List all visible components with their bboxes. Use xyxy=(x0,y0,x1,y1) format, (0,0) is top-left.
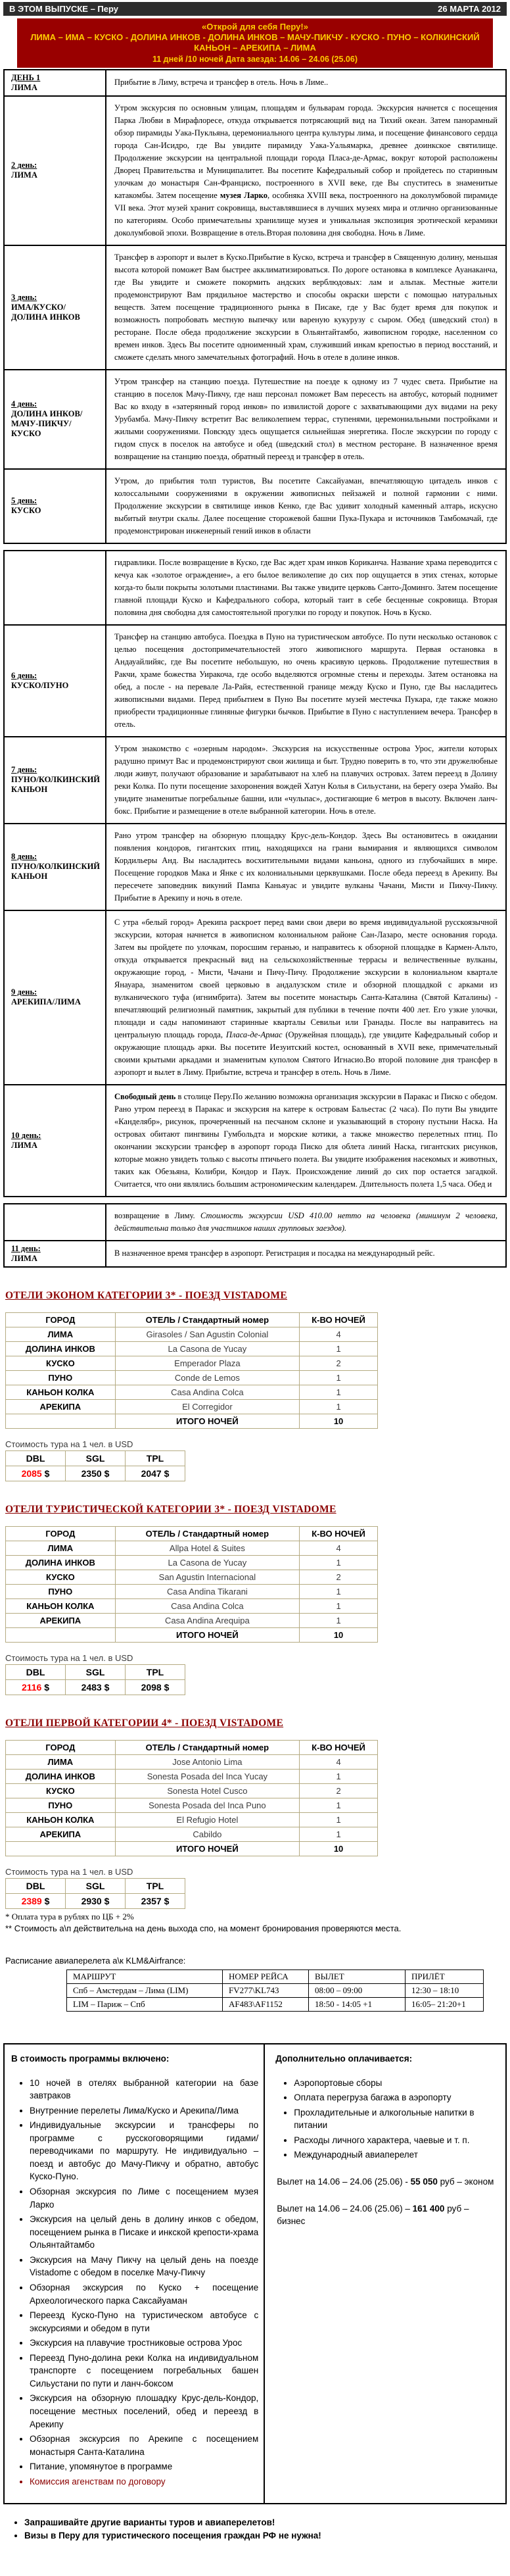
included-heading: В стоимость программы включено: xyxy=(11,2053,170,2064)
table-row xyxy=(6,1541,378,1555)
table-row xyxy=(6,1893,185,1908)
extra-heading: Дополнительно оплачивается: xyxy=(275,2053,413,2064)
day-description xyxy=(106,910,506,1085)
table-header-row xyxy=(6,1312,378,1327)
nights-cell: 2 xyxy=(300,1783,378,1798)
airfare-price: 161 400 xyxy=(412,2203,445,2214)
table-row xyxy=(6,1327,378,1341)
column-nights: К-ВО НОЧЕЙ xyxy=(300,1526,378,1541)
table-row xyxy=(67,1983,484,1997)
day-text: Утром, до прибытия толп туристов, Вы посетите Саксайуаман, впечатляющую цитадель инков с колоссальными сооружениями в окружении живописных пейзажей и полной гармонии с ними. Продолжение экскурсии в святилище инков Кенко, где Вас удивит холодный каменный алтарь, искусно выбитый внутри скалы. Далее посещение сторожевой башни Пука-Пукара и источников Тамбомачай, где продемонстрирован инженерный гений инков в области xyxy=(114,476,498,535)
nights-cell: 1 xyxy=(300,1798,378,1812)
table-row xyxy=(4,1204,506,1241)
hotel-cell: Casa Andina Tikarani xyxy=(115,1584,299,1598)
table-row xyxy=(6,1769,378,1783)
flight-number-cell: FV277\KL743 xyxy=(223,1983,309,1997)
day-number: ДЕНЬ 1 xyxy=(11,72,41,82)
day-place: ЛИМА xyxy=(11,1140,37,1150)
column-dbl: DBL xyxy=(6,1450,66,1466)
hotel-cell: La Casona de Yucay xyxy=(115,1341,299,1356)
list-item: • Переезд Пуно-долина реки Колка на индивидуальном транспорте с посещением погребальных башен Сильустани по пути и ланч-боксом xyxy=(30,2352,258,2390)
price-label: Стоимость тура на 1 чел. в USD xyxy=(5,1439,133,1449)
day-description xyxy=(106,469,506,543)
empty-cell xyxy=(6,1414,116,1428)
day-text: возвращение в Лиму. xyxy=(114,1210,201,1220)
day-label xyxy=(4,70,106,96)
list-item: • Обзорная экскурсия по Куско + посещение Археологического парка Саксайуаман xyxy=(30,2281,258,2307)
day-number: 2 день: xyxy=(11,161,37,170)
list-item: • Обзорная экскурсия по Арекипе с посещением монастыря Санта-Каталина xyxy=(30,2433,258,2458)
table-row xyxy=(6,1570,378,1584)
table-row xyxy=(4,370,506,469)
day-number: 7 день: xyxy=(11,765,37,774)
nights-cell: 4 xyxy=(300,1541,378,1555)
hotel-cell: Sonesta Hotel Cusco xyxy=(115,1783,299,1798)
table-row xyxy=(4,737,506,824)
airfare-text: Вылет на 14.06 – 24.06 (25.06) - xyxy=(277,2176,411,2187)
nights-cell: 1 xyxy=(300,1812,378,1827)
list-item: • Экскурсия на обзорную плошадку Крус-дель-Кондор, посещение местных поселений, обед и переезд в Арекипу xyxy=(30,2392,258,2431)
inclusions-box xyxy=(3,2043,507,2505)
column-dbl: DBL xyxy=(6,1664,66,1679)
day-label xyxy=(4,1085,106,1197)
nights-cell: 1 xyxy=(300,1555,378,1570)
hotels-economy-table xyxy=(5,1312,378,1429)
nights-cell: 2 xyxy=(300,1570,378,1584)
day-label-empty xyxy=(4,1204,106,1241)
day-text: Утром знакомство с «озерным народом». Экскурсия на искусственные острова Урос, жители которых радушно примут Вас и продемонстрируют свои жилища и быт. Трудно поверить в то, что эти дружелюбные люди живут, получают образование и зарабатывают на хлеб на плавучих островах. Затем переезд в Долину реки Колка. По пути посещение захоронения вождей Хатун Колья в Сильустани, на берегу озера Умайо. Вы увидите знаменитые погребальные башни, или «чульпас», достигающие 6 метров в высоту. Включен ланч-бокс. Прибытие и размещение в отеле выбранной категории. Ночь в отеле. xyxy=(114,743,498,816)
day-number: 9 день: xyxy=(11,987,37,997)
flight-number-cell: AF483\AF1152 xyxy=(223,1997,309,2011)
nights-cell: 1 xyxy=(300,1827,378,1841)
day-label xyxy=(4,824,106,910)
city-cell: ДОЛИНА ИНКОВ xyxy=(6,1555,116,1570)
hotels-tourist-heading: ОТЕЛИ ТУРИСТИЧЕСКОЙ КАТЕГОРИИ 3* - ПОЕЗД VISTADOME xyxy=(5,1503,336,1515)
city-cell: ПУНО xyxy=(6,1584,116,1598)
table-header-row xyxy=(6,1878,185,1893)
issue-date: 26 МАРТА 2012 xyxy=(438,4,501,14)
day-label-empty xyxy=(4,551,106,625)
price-table-economy xyxy=(5,1450,185,1481)
day-text-italic: Пласа-де-Армас xyxy=(225,1029,283,1039)
table-header-row xyxy=(67,1969,484,1983)
table-header-row xyxy=(6,1526,378,1541)
day-label xyxy=(4,910,106,1085)
price-dbl-value: 2116 xyxy=(21,1681,42,1693)
day-text: в столице Перу.По желанию возможна организация экскурсии в Паракас и Писко с обедом. Рано утром переезд в Паракас и экскурсия на катере к островам Бальестас (2 часа). По пути Вы увидите «Канделябр», рисунок, прочерченный на песчаном склоне и указывающий в сторону пустыни Наска. На островах обитают пингвины Гумбольдта и морские котики, а также множество перелетных птиц. По окончании экскурсии трансфер в аэропорт города Писко для облета линий Наска, гигантских рисунков, которые можно увидеть только с высоты птичьего полета. Вы увидите изображения насекомых и животных, таких как Обезьяна, Колибри, Кондор и Паук. Происхождение линий до сих пор остается загадкой. Считается, что они являлись большим астрономическим календарем. Длительность полета 1,5 часа. Обед и xyxy=(114,1091,498,1189)
nights-cell: 1 xyxy=(300,1370,378,1385)
city-cell: ЛИМА xyxy=(6,1327,116,1341)
nights-cell: 1 xyxy=(300,1341,378,1356)
price-sgl: 2483 $ xyxy=(66,1679,126,1695)
hotel-cell: Jose Antonio Lima xyxy=(115,1754,299,1769)
flights-table xyxy=(66,1969,484,2012)
day-label xyxy=(4,370,106,469)
price-label: Стоимость тура на 1 чел. в USD xyxy=(5,1866,133,1877)
footer-notes xyxy=(3,2517,507,2540)
list-item: • Экскурсия на целый день в долину инков с обедом, посещением рынка в Писаке и инкской крепости-храма Ольянтайтамбо xyxy=(30,2213,258,2252)
city-cell: ПУНО xyxy=(6,1798,116,1812)
day-text: гидравлики. После возвращение в Куско, где Вас ждет храм инков Кориканча. Название храма переводится с кечуа как «золотое ограждение», а его былое великолепие до сих пор ощущается в этих стенах, которые когда-то были покрыты золотыми пластинами. Вы также увидите церковь Санто-Доминго. Затем посещение главной площади Куско и Кафедрального собора, который таит в себе бесценные сокровища. Вторая половина дня свободна для самостоятельной прогулки по городу и покупок. Ночь в Куско. xyxy=(114,557,498,617)
departure-cell: 08:00 – 09:00 xyxy=(309,1983,406,1997)
hotel-cell: Conde de Lemos xyxy=(115,1370,299,1385)
price-dbl-currency: $ xyxy=(41,1895,50,1906)
commission-item: • Комиссия агенствам по договору xyxy=(30,2475,258,2489)
issue-title: В ЭТОМ ВЫПУСКЕ – Перу xyxy=(9,4,118,14)
column-tpl: TPL xyxy=(126,1450,185,1466)
list-item: • Обзорная экскурсия по Лиме с посещением музея Ларко xyxy=(30,2185,258,2211)
total-nights: 10 xyxy=(300,1841,378,1856)
day-place: ИМА/КУСКО/ДОЛИНА ИНКОВ xyxy=(11,302,80,322)
day-text: В назначенное время трансфер в аэропорт. Регистрация и посадка на международный рейс. xyxy=(114,1249,435,1258)
day-number: 8 день: xyxy=(11,852,37,861)
table-row xyxy=(4,625,506,737)
list-item: • Прохладительные и алкогольные напитки в питании xyxy=(294,2106,499,2132)
total-row xyxy=(6,1414,378,1428)
city-cell: ЛИМА xyxy=(6,1754,116,1769)
table-row xyxy=(6,1385,378,1399)
day-description xyxy=(106,1204,506,1241)
day-description xyxy=(106,370,506,469)
day-number: 5 день: xyxy=(11,496,37,505)
table-row xyxy=(4,824,506,910)
list-item: • Расходы личного характера, чаевые и т. п. xyxy=(294,2134,499,2147)
flights-schedule-label: Расписание авиаперелета а\к KLM&Airfrance: xyxy=(5,1955,186,1966)
footer-note: • Визы в Перу для туристического посещения граждан РФ не нужна! xyxy=(24,2531,507,2540)
price-dbl-value: 2085 xyxy=(21,1468,42,1479)
day-text-bold: Свободный день xyxy=(114,1091,176,1101)
hotel-cell: Allpa Hotel & Suites xyxy=(115,1541,299,1555)
day-text: Трансфер в аэропорт и вылет в Куско.Прибытие в Куско, встреча и трансфер в Священную долину, меньшая высота которой поможет Вам быстрее акклиматизироваться. По дороге остановка в комплексе Ауанаканча, где Вы увидите и сможете покормить андских верблюдовых: лам и альпак. Местные жители продемонстрируют Вам прядильное мастерство и способы окраски шерсти с помощью натуральных веществ. Затем посещение традиционного рынка в Писаке, где у Вас будет время для покупок и возможность попробовать местную выпечку или вареную кукурузу с сыром. Обед (шведский стол) в ресторане. После обеда продолжение экскурсии в Ольянтайтамбо, живописном городке, населенном со времен инков. Здесь Вы посетите одноименный храм, служивший инкам крепостью в период восстаний, и сможете сделать много замечательных фотографий. Ночь в отеле в долине инков. xyxy=(114,252,498,362)
hotels-first-class-table xyxy=(5,1740,378,1856)
day-description xyxy=(106,551,506,625)
business-airfare-line xyxy=(277,2203,499,2228)
table-row xyxy=(6,1370,378,1385)
list-item: • Оплата перегруза багажа в аэропорту xyxy=(294,2091,499,2104)
table-row xyxy=(6,1827,378,1841)
day-place: КУСКО xyxy=(11,506,41,515)
column-sgl: SGL xyxy=(66,1664,126,1679)
day-text: , особняка XVIII века, построенного на доколумбовой пирамиде VII века. Этот музей хранит сокровища, выставлявшиеся в лучших музеях мира и отлично организованные по категориям. Особо примечательны хранилище музея и уникальная экспозиция эротической керамики доколумбовой эпохи. Возвращение в отель.Вторая половина дня свободна. Ночь в Лиме. xyxy=(114,190,498,237)
hotel-cell: Casa Andina Colca xyxy=(115,1385,299,1399)
extra-column xyxy=(265,2044,505,2504)
price-label: Стоимость тура на 1 чел. в USD xyxy=(5,1652,133,1663)
table-header-row xyxy=(6,1664,185,1679)
column-nights: К-ВО НОЧЕЙ xyxy=(300,1312,378,1327)
day-label xyxy=(4,625,106,737)
price-tpl: 2047 $ xyxy=(126,1466,185,1481)
column-city: ГОРОД xyxy=(6,1526,116,1541)
city-cell: АРЕКИПА xyxy=(6,1399,116,1414)
airfare-price: 55 050 xyxy=(410,2176,438,2187)
nights-cell: 1 xyxy=(300,1769,378,1783)
day-text: Утром трансфер на станцию поезда. Путешествие на поезде к одному из 7 чудес света. Прибытие на станцию в поселок Мачу-Пикчу, где наш персонал поможет Вам пересесть на автобус, который поднимет Вас ко входу в «затерянный город инков» по извилистой дороге с захватывающими дух видами на реку Урубамба. Мачу-Пикчу встретит Вас великолепием террас, ступенями, церемониальными постройками и жилыми сооружениями. Повсюду здесь ощущается сильнейшая энергетика. После экскурсии по городу с гидом спуск в поселок на автобусе и обед (шведский стол) в местном ресторане. В назначенное время возвращение на станцию поезда, обратный переезд и трансфер в отель. xyxy=(114,376,498,461)
column-dbl: DBL xyxy=(6,1878,66,1893)
table-row xyxy=(4,551,506,625)
city-cell: АРЕКИПА xyxy=(6,1613,116,1627)
footer-note: • Запрашивайте другие варианты туров и авиаперелетов! xyxy=(24,2517,507,2527)
price-dbl xyxy=(6,1893,66,1908)
city-cell: КУСКО xyxy=(6,1356,116,1370)
nights-cell: 4 xyxy=(300,1754,378,1769)
hotels-tourist-table xyxy=(5,1526,378,1643)
hotel-cell: Casa Andina Colca xyxy=(115,1598,299,1613)
hotel-cell: El Refugio Hotel xyxy=(115,1812,299,1827)
hotel-cell: San Agustin Internacional xyxy=(115,1570,299,1584)
list-item: • Внутренние перелеты Лима/Куско и Арекипа/Лима xyxy=(30,2104,258,2118)
economy-airfare-line xyxy=(277,2176,499,2189)
day-description xyxy=(106,824,506,910)
list-item: • Питание, упомянутое в программе xyxy=(30,2460,258,2473)
included-list xyxy=(11,2077,258,2489)
hotel-cell: Sonesta Posada del Inca Puno xyxy=(115,1798,299,1812)
price-dbl-currency: $ xyxy=(41,1468,50,1479)
column-city: ГОРОД xyxy=(6,1740,116,1754)
city-cell: ПУНО xyxy=(6,1370,116,1385)
price-table-first-class xyxy=(5,1878,185,1909)
day-description xyxy=(106,1241,506,1267)
day-number: 3 день: xyxy=(11,292,37,302)
city-cell: ДОЛИНА ИНКОВ xyxy=(6,1341,116,1356)
hotels-economy-heading: ОТЕЛИ ЭКОНОМ КАТЕГОРИИ 3* - ПОЕЗД VISTADOME xyxy=(5,1289,287,1301)
table-row xyxy=(6,1356,378,1370)
table-row xyxy=(4,469,506,543)
availability-note: ** Стоимость а\п действительна на день выхода спо, на момент бронирования проверяются места. xyxy=(5,1923,402,1933)
day-place: ПУНО/КОЛКИНСКИЙ КАНЬОН xyxy=(11,862,101,881)
price-table-tourist xyxy=(5,1664,185,1695)
nights-cell: 1 xyxy=(300,1584,378,1598)
column-departure: ВЫЛЕТ xyxy=(309,1969,406,1983)
payment-note: * Оплата тура в рублях по ЦБ + 2% xyxy=(5,1911,134,1921)
day-number: 10 день: xyxy=(11,1130,41,1140)
nights-cell: 1 xyxy=(300,1399,378,1414)
day-place: ЛИМА xyxy=(11,170,37,180)
table-row xyxy=(4,245,506,370)
hotel-cell: Sonesta Posada del Inca Yucay xyxy=(115,1769,299,1783)
city-cell: ЛИМА xyxy=(6,1541,116,1555)
list-item: • Аэропортовые сборы xyxy=(294,2077,499,2090)
nights-cell: 2 xyxy=(300,1356,378,1370)
day-text: С утра «белый город» Арекипа раскроет перед вами свои двери во время индивидуальной русскоязычной экскурсии, которая начнется в живописном колониальном районе Сан-Лазаро, месте основания города. Затем вы пройдете по улочкам, поросшим геранью, и направитесь к обзорной площадке в Кармен-Альто, откуда открывается прекрасный вид на сельскохозяйственные террасы и величественные вулканы, окружающие город, - Мисти, Чачани и Пичу-Пичу. Продолжение экскурсии в колониальном квартале Янауара, знаменитом своей церковью в андалузском стиле и обзорной площадкой с арками из вулканического туфа (игнимбрита). Затем вы посетите монастырь Санта-Каталина (Святой Каталины) - впечатляющий религиозный памятник, закрытый для публики в течение почти 400 лет. Его узкие улочки, площади и сады напоминают старинные кварталы Севильи или Гранады. После вы направитесь на центральную площадь города, xyxy=(114,917,498,1039)
route-cell: LIM – Париж – Спб xyxy=(67,1997,223,2011)
column-hotel: ОТЕЛЬ / Стандартный номер xyxy=(115,1312,299,1327)
hotel-cell: Casa Andina Arequipa xyxy=(115,1613,299,1627)
tour-dates: 11 дней /10 ночей Дата заезда: 14.06 – 24.06 (25.06) xyxy=(152,54,358,64)
table-row xyxy=(6,1584,378,1598)
day-number: 4 день: xyxy=(11,399,37,409)
arrival-cell: 16:05– 21:20+1 xyxy=(406,1997,484,2011)
day-place: ПУНО/КОЛКИНСКИЙ КАНЬОН xyxy=(11,775,101,794)
day-label xyxy=(4,469,106,543)
day-place: ЛИМА xyxy=(11,82,37,92)
tour-route: ЛИМА – ИМА – КУСКО - ДОЛИНА ИНКОВ - ДОЛИНА ИНКОВ – МАЧУ-ПИКЧУ - КУСКО - ПУНО – КОЛКИНСКИЙ КАНЬОН – АРЕКИПА – ЛИМА xyxy=(30,32,480,53)
day-text: Прибытие в Лиму, встреча и трансфер в отель. Ночь в Лиме.. xyxy=(114,78,329,87)
departure-cell: 18:50 - 14:05 +1 xyxy=(309,1997,406,2011)
table-row xyxy=(6,1679,185,1695)
hotel-cell: Cabildo xyxy=(115,1827,299,1841)
column-hotel: ОТЕЛЬ / Стандартный номер xyxy=(115,1740,299,1754)
column-nights: К-ВО НОЧЕЙ xyxy=(300,1740,378,1754)
day-description xyxy=(106,96,506,245)
table-row xyxy=(4,96,506,245)
price-dbl-currency: $ xyxy=(41,1681,50,1693)
table-row xyxy=(4,910,506,1085)
day-place: КУСКО/ПУНО xyxy=(11,680,69,690)
itinerary-table-1 xyxy=(3,69,507,544)
city-cell: КАНЬОН КОЛКА xyxy=(6,1385,116,1399)
table-row xyxy=(4,1085,506,1197)
day-text: (Оружейная площадь), где увидите Кафедральный собор и окружающие площадь арки. Вы посетите Иезуитский костел, основанный в XVII веке, примечательный своими крытыми аркадами и знаменитым куполом Святого Игнасио.Во второй половине дня трансфер в аэропорт и вылет в Лиму. Прибытие, встреча и трансфер в отель. Ночь в Лиме. xyxy=(114,1029,498,1077)
day-label xyxy=(4,96,106,245)
nights-cell: 1 xyxy=(300,1385,378,1399)
day-description xyxy=(106,245,506,370)
hotel-cell: El Corregidor xyxy=(115,1399,299,1414)
total-label: ИТОГО НОЧЕЙ xyxy=(115,1414,299,1428)
tour-title: «Открой для себя Перу!» xyxy=(202,22,308,32)
table-row xyxy=(6,1598,378,1613)
table-row xyxy=(6,1466,185,1481)
city-cell: АРЕКИПА xyxy=(6,1827,116,1841)
day-number: 11 день: xyxy=(11,1243,41,1253)
city-cell: ДОЛИНА ИНКОВ xyxy=(6,1769,116,1783)
table-row xyxy=(6,1798,378,1812)
tour-title-block xyxy=(17,18,493,68)
column-sgl: SGL xyxy=(66,1450,126,1466)
day-place: ДОЛИНА ИНКОВ/МАЧУ-ПИКЧУ/КУСКО xyxy=(11,409,83,438)
table-row xyxy=(6,1555,378,1570)
column-tpl: TPL xyxy=(126,1664,185,1679)
city-cell: КАНЬОН КОЛКА xyxy=(6,1598,116,1613)
table-row xyxy=(4,1241,506,1267)
table-row xyxy=(4,70,506,96)
price-sgl: 2350 $ xyxy=(66,1466,126,1481)
city-cell: КАНЬОН КОЛКА xyxy=(6,1812,116,1827)
price-dbl xyxy=(6,1466,66,1481)
route-cell: Спб – Амстердам – Лима (LIM) xyxy=(67,1983,223,1997)
list-item: • 10 ночей в отелях выбранной категории на базе завтраков xyxy=(30,2077,258,2102)
itinerary-table-2 xyxy=(3,550,507,1197)
total-row xyxy=(6,1841,378,1856)
hotel-cell: Emperador Plaza xyxy=(115,1356,299,1370)
total-nights: 10 xyxy=(300,1627,378,1642)
day-label xyxy=(4,245,106,370)
day-text: Утром экскурсия по основным улицам, площадям и бульварам города. Экскурсия начнется с посещения Парка Любви в Мирафлоресе, откуда открывается потрясающий вид на Тихий океан. Затем панорамный обзор пирамиды Уака-Пукльяна, церемониального центра культуры лима, и посещение финансового сердца города Сан-Исидро, где Вы увидите пирамиду Уака-Уальямарка, древнее доинкское святилище. Продолжение экскурсии на центральной площади города Пласа-де-Армас, вокруг которой расположены Дворец Правительства и Муниципалитет. Вы посетите Кафедральный собор и пройдетесь по старинным улочкам до монастыря Сан-Франциско, построенного в XVII веке, где Вы спуститесь в знаменитые катакомбы. Затем посещение xyxy=(114,103,498,200)
hotels-first-class-heading: ОТЕЛИ ПЕРВОЙ КАТЕГОРИИ 4* - ПОЕЗД VISTADOME xyxy=(5,1717,284,1729)
total-nights: 10 xyxy=(300,1414,378,1428)
day-text-bold: музея Ларко xyxy=(220,190,267,200)
price-tpl: 2357 $ xyxy=(126,1893,185,1908)
list-item: • Экскурсия на Мачу Пикчу на целый день на поезде Vistadome с обедом в поселке Мачу-Пикчу xyxy=(30,2254,258,2279)
day-description xyxy=(106,1085,506,1197)
arrival-cell: 12:30 – 18:10 xyxy=(406,1983,484,1997)
day-description xyxy=(106,625,506,737)
airfare-text: Вылет на 14.06 – 24.06 (25.06) – xyxy=(277,2203,413,2214)
day-label xyxy=(4,1241,106,1267)
day-label xyxy=(4,737,106,824)
airfare-text: руб – бизнес xyxy=(277,2203,469,2226)
list-item: • Экскурсия на плавучие тростниковые острова Урос xyxy=(30,2337,258,2350)
table-header-row xyxy=(6,1450,185,1466)
empty-cell xyxy=(6,1841,116,1856)
day-text-italic: Стоимость экскурсии USD 410.00 нетто на человека (минимум 2 человека, действительна только для участников наших групповых заездов). xyxy=(114,1210,498,1233)
airfare-text: руб – эконом xyxy=(437,2176,494,2187)
nights-cell: 1 xyxy=(300,1613,378,1627)
nights-cell: 4 xyxy=(300,1327,378,1341)
table-header-row xyxy=(6,1740,378,1754)
day-text: Рано утром трансфер на обзорную площадку Крус-дель-Кондор. Здесь Вы остановитесь в ожидании появления кондоров, гигантских птиц, находящихся на грани вымирания и являющихся символом Кордильеры Анд. Вы насладитесь восхитительными видами каньона, одного из глубочайших в мире. Посещение городков Мака и Янке с их колониальными церквушками. После обеда переезд в Арекипу. Вы пересечете заповедник викуний Пампа Каньяуас и увидите вулканы Чачани, Мисти и Пикчу-Пикчу. Прибытие в Арекипу и ночь в отеле. xyxy=(114,830,498,903)
column-route: МАРШРУТ xyxy=(67,1969,223,1983)
day-text: Трансфер на станцию автобуса. Поездка в Пуно на туристическом автобусе. По пути несколько остановок с целью посещения достопримечательностей этого живописного маршрута. Первая остановка в Андауайлийяс, где Вы посетите небольшую, но очень красивую церковь. Продолжение путешествия в Ракчи, храме божества Уиракоча, где особо выделяются огромные стены и переходы. Затем остановка на обед, а после - на перевале Ла-Райя, естественной границе между Куско и Пуно, где Вы насладитесь живописными видами. Перед прибытием в Пуно Вы посетите музей местечка Пукара, где также можно приобрести традиционные глиняные фигурки бычков. Прибытие в Пуно с наступлением вечера. Трансфер в отель. xyxy=(114,632,498,729)
price-sgl: 2930 $ xyxy=(66,1893,126,1908)
day-place: ЛИМА xyxy=(11,1253,37,1263)
top-bar xyxy=(3,2,507,16)
city-cell: КУСКО xyxy=(6,1570,116,1584)
column-flight-number: НОМЕР РЕЙСА xyxy=(223,1969,309,1983)
column-hotel: ОТЕЛЬ / Стандартный номер xyxy=(115,1526,299,1541)
table-row xyxy=(67,1997,484,2011)
list-item: • Переезд Куско-Пуно на туристическом автобусе с экскурсиями и обедом в пути xyxy=(30,2309,258,2335)
column-arrival: ПРИЛЁТ xyxy=(406,1969,484,1983)
city-cell: КУСКО xyxy=(6,1783,116,1798)
table-row xyxy=(6,1783,378,1798)
included-column xyxy=(5,2044,265,2504)
day-description xyxy=(106,737,506,824)
price-tpl: 2098 $ xyxy=(126,1679,185,1695)
column-sgl: SGL xyxy=(66,1878,126,1893)
table-row xyxy=(6,1613,378,1627)
day-place: АРЕКИПА/ЛИМА xyxy=(11,997,81,1006)
table-row xyxy=(6,1341,378,1356)
hotel-cell: Girasoles / San Agustin Colonial xyxy=(115,1327,299,1341)
empty-cell xyxy=(6,1627,116,1642)
price-dbl xyxy=(6,1679,66,1695)
total-label: ИТОГО НОЧЕЙ xyxy=(115,1627,299,1642)
column-city: ГОРОД xyxy=(6,1312,116,1327)
total-row xyxy=(6,1627,378,1642)
list-item: • Международный авиаперелет xyxy=(294,2148,499,2162)
table-row xyxy=(6,1754,378,1769)
price-dbl-value: 2389 xyxy=(21,1895,42,1906)
column-tpl: TPL xyxy=(126,1878,185,1893)
itinerary-table-3 xyxy=(3,1203,507,1268)
nights-cell: 1 xyxy=(300,1598,378,1613)
day-description xyxy=(106,70,506,96)
hotel-cell: La Casona de Yucay xyxy=(115,1555,299,1570)
total-label: ИТОГО НОЧЕЙ xyxy=(115,1841,299,1856)
table-row xyxy=(6,1812,378,1827)
day-number: 6 день: xyxy=(11,670,37,680)
table-row xyxy=(6,1399,378,1414)
extra-list xyxy=(275,2077,499,2162)
list-item: • Индивидуальные экскурсии и трансферы по программе с русскоговорящими гидами/переводчиками по маршруту. Не индивидуально – поезд и автобус до Мачу-Пикчу и обратно, автобус Куско-Пуно. xyxy=(30,2119,258,2183)
